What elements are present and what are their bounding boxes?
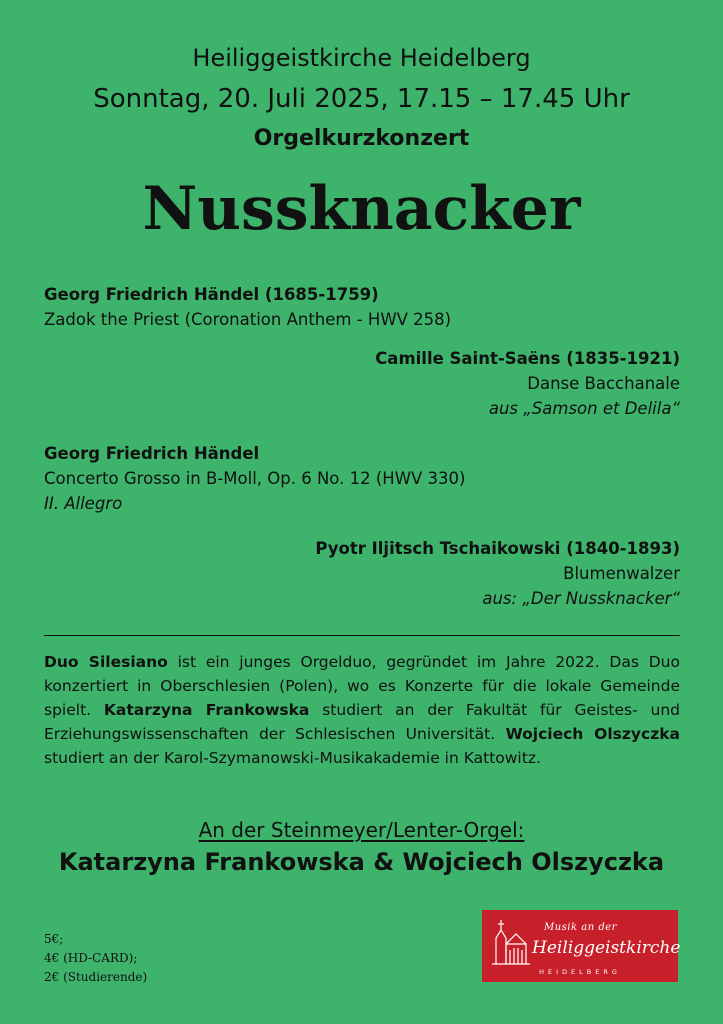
price-item: 2€ (Studierende) (44, 970, 148, 984)
price-item: 5€; (44, 932, 64, 946)
duo-bio (44, 650, 680, 770)
work-detail: aus „Samson et Delila“ (488, 399, 680, 418)
composer: Georg Friedrich Händel (44, 444, 260, 463)
bio-text: ist ein junges Orgelduo, gegründet im Jahre 2022. Das Duo konzertiert in Oberschlesien (Polen), wo es Konzerte für die lokale Gemeinde spielt. (44, 653, 680, 719)
bio-text: studiert an der Fakultät für Geistes- und Erziehungswissenschaften der Schlesischen Universität. (44, 701, 681, 743)
work: Concerto Grosso in B-Moll, Op. 6 No. 12 (HWV 330) (44, 469, 466, 488)
performer-name: Katarzyna Frankowska (103, 701, 310, 719)
program-item (315, 536, 680, 611)
logo-name: Heiliggeistkirche (532, 938, 681, 958)
performer-name: Wojciech Olszyczka (505, 725, 680, 743)
work: Blumenwalzer (563, 564, 680, 583)
work-detail: II. Allegro (44, 494, 123, 513)
venue: Heiliggeistkirche Heidelberg (192, 44, 531, 72)
program-item (44, 441, 465, 516)
program-item (44, 282, 451, 332)
duo-name: Duo Silesiano (44, 653, 168, 671)
price-item: 4€ (HD-CARD); (44, 951, 138, 965)
organ-label: An der Steinmeyer/Lenter-Orgel: (198, 818, 525, 842)
program-item (375, 346, 680, 421)
composer: Pyotr Iljitsch Tschaikowski (1840-1893) (315, 539, 680, 558)
concert-kind: Orgelkurzkonzert (253, 126, 470, 151)
performers: Katarzyna Frankowska & Wojciech Olszyczka (58, 848, 665, 876)
bio-text: studiert an der Karol-Szymanowski-Musikakademie in Kattowitz. (44, 749, 541, 767)
logo (482, 910, 681, 982)
prices (44, 930, 147, 987)
work: Danse Bacchanale (527, 374, 680, 393)
logo-text: Musik an der (544, 922, 617, 933)
composer: Georg Friedrich Händel (1685-1759) (44, 285, 379, 304)
composer: Camille Saint-Saëns (1835-1921) (375, 349, 680, 368)
concert-date: Sonntag, 20. Juli 2025, 17.15 – 17.45 Uhr (93, 84, 630, 114)
logo-city: HEIDELBERG (539, 968, 621, 976)
work: Zadok the Priest (Coronation Anthem - HWV 258) (44, 310, 452, 329)
work-detail: aus: „Der Nussknacker“ (482, 589, 680, 608)
divider (44, 635, 680, 636)
concert-title: Nussknacker (142, 174, 581, 244)
